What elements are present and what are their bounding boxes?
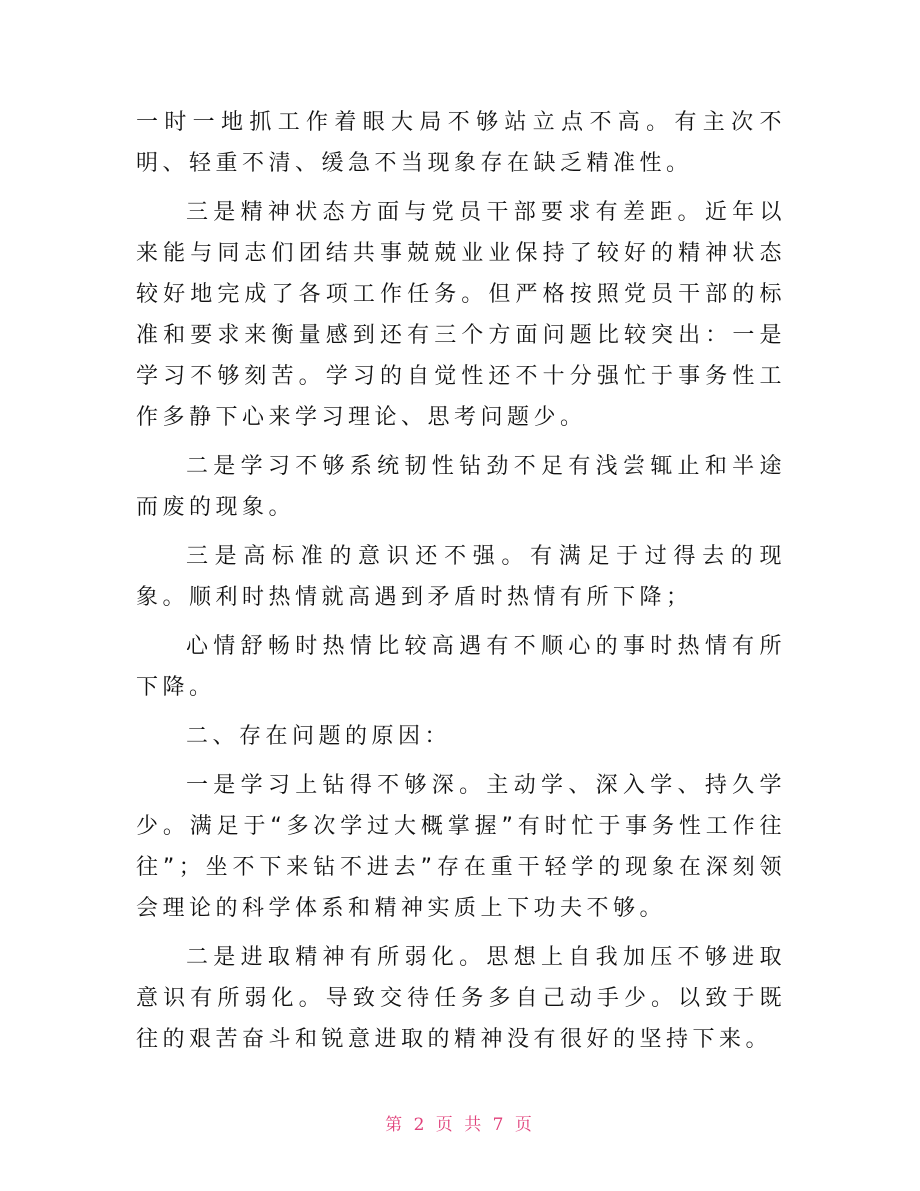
page-number-footer: 第 2 页 共 7 页	[385, 1115, 535, 1135]
paragraph-6: 一是学习上钻得不够深。主动学、深入学、持久学少。满足于“多次学过大概掌握”有时忙于事务性工作往往”；坐不下来钻不进去”存在重干轻学的现象在深刻领会理论的科学体系和精神实质上下功夫不够。	[136, 773, 786, 921]
paragraph-3: 二是学习不够系统韧性钻劲不足有浅尝辄止和半途而废的现象。	[136, 454, 786, 520]
document-body	[136, 102, 786, 1068]
section-heading-causes: 二、存在问题的原因：	[186, 724, 452, 749]
paragraph-4: 三是高标准的意识还不强。有满足于过得去的现象。顺利时热情就高遇到矛盾时热情有所下降；	[136, 544, 786, 610]
paragraph-2: 三是精神状态方面与党员干部要求有差距。近年以来能与同志们团结共事兢兢业业保持了较好的精神状态较好地完成了各项工作任务。但严格按照党员干部的标准和要求来衡量感到还有三个方面问题比较突出：一是学习不够刻苦。学习的自觉性还不十分强忙于事务性工作多静下心来学习理论、思考问题少。	[136, 200, 786, 430]
paragraph-5: 心情舒畅时热情比较高遇有不顺心的事时热情有所下降。	[136, 634, 786, 700]
paragraph-1: 一时一地抓工作着眼大局不够站立点不高。有主次不明、轻重不清、缓急不当现象存在缺乏精准性。	[136, 110, 786, 176]
paragraph-7: 二是进取精神有所弱化。思想上自我加压不够进取意识有所弱化。导致交待任务多自己动手少。以致于既往的艰苦奋斗和锐意进取的精神没有很好的坚持下来。	[136, 945, 786, 1052]
